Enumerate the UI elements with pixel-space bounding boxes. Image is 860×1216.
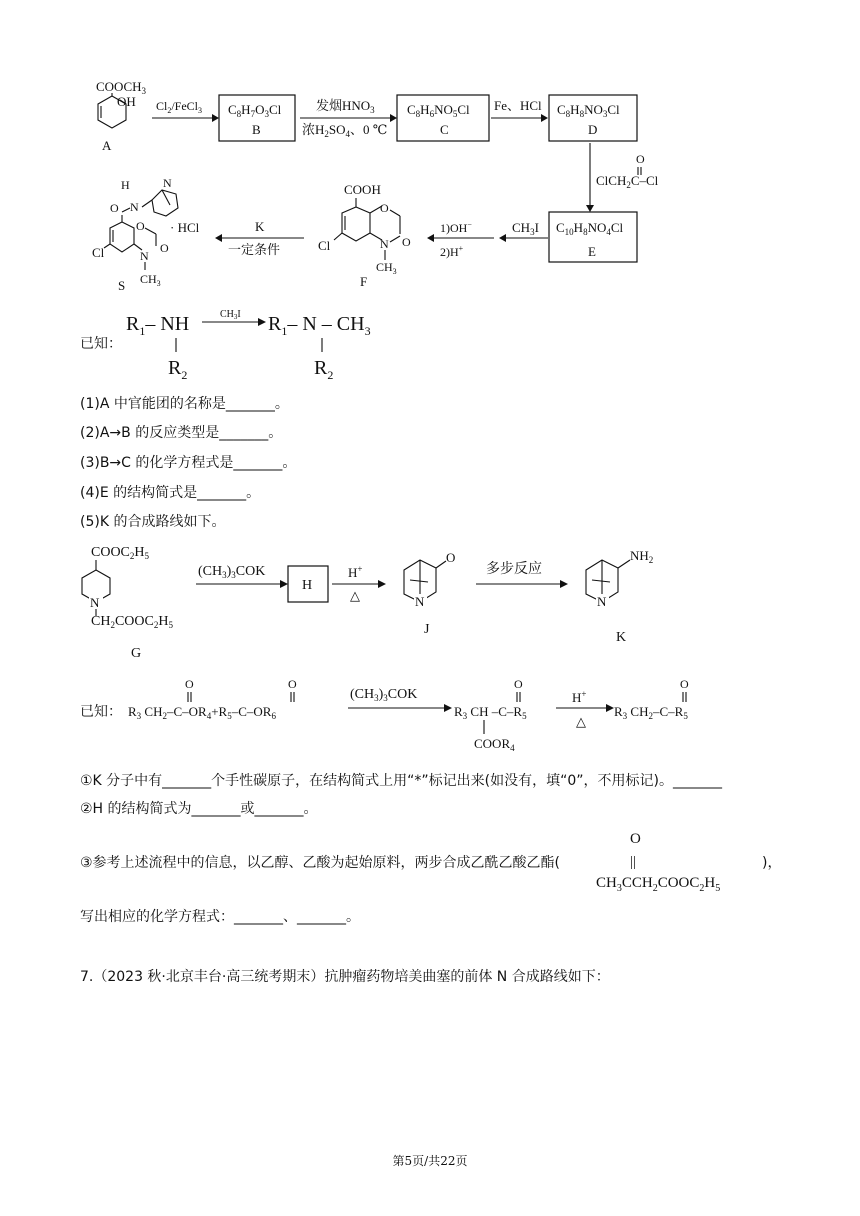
f-ring-ch2 — [390, 210, 400, 216]
known2-arrow2-head — [606, 704, 614, 712]
arrow-e-f1-head — [499, 234, 506, 242]
arrow-e-f2-head — [427, 234, 434, 242]
s-o-ring: O — [136, 219, 145, 233]
known2-prefix: 已知： — [80, 705, 122, 720]
g-bottom: $CH_2COOC_2H_5$ — [91, 614, 173, 630]
known-reaction-2 — [80, 677, 689, 753]
arrow-j-k-head — [560, 580, 568, 588]
known2-o2: O — [288, 677, 297, 691]
arrow-c-d-head — [541, 114, 548, 122]
known1-arrow-head — [258, 318, 266, 326]
question-2: (2)A→B 的反应类型是_______。 — [80, 425, 283, 441]
reagent-h: 2)H+ — [440, 244, 464, 259]
q3-dbl: || — [630, 854, 637, 870]
f-carbonyl-o: O — [402, 235, 411, 249]
known1-r2b: $R_2$ — [314, 357, 334, 382]
reagent-f-s-top: K — [255, 219, 265, 234]
question-4: (4)E 的结构简式是_______。 — [80, 485, 261, 501]
reagent-d-e: ClCH$_2$C–Cl — [596, 173, 659, 190]
subquestion-3c: 写出相应的化学方程式：_______、_______。 — [80, 909, 360, 925]
j-bridge2 — [410, 580, 428, 582]
question-5: (5)K 的合成路线如下。 — [80, 514, 226, 530]
known2-reagent: $(CH_3)_3COK$ — [350, 687, 418, 703]
reagent-b-c-bottom: 浓$H_2SO_4$、0 ℃ — [302, 122, 388, 139]
g-top: $COOC_2H_5$ — [91, 545, 150, 561]
g-n: N — [90, 595, 100, 610]
s-bond-cl — [104, 244, 110, 248]
k-n: N — [597, 594, 607, 609]
known1-reactant: $R_1-$ NH — [126, 313, 190, 338]
a-label: A — [102, 138, 112, 153]
s-label: S — [118, 278, 126, 293]
next-question: 7.（2023 秋·北京丰台·高三统考期末）抗肿瘤药物培美曲塞的前体 N 合成路线如下： — [80, 969, 610, 985]
s-c-n — [122, 208, 130, 212]
a-oh: OH — [117, 94, 136, 109]
j-co — [436, 561, 446, 568]
f-bond-cl — [334, 233, 342, 240]
reagent-h-j-bottom: △ — [350, 588, 360, 603]
f-n: N — [380, 237, 389, 251]
f-ch3: $CH_3$ — [376, 260, 397, 276]
known2-sub: $COOR_4$ — [474, 736, 515, 753]
f-o-ring: O — [380, 201, 389, 215]
s-amide-o: O — [110, 201, 119, 215]
compound-g — [82, 545, 173, 661]
known2-o1: O — [185, 677, 194, 691]
known2-right: $R_3$ $CH_2-C-R_5$ — [614, 704, 688, 721]
arrow-b-c-head — [390, 114, 397, 122]
arrow-d-e-head — [586, 205, 594, 212]
arrow-h-j-head — [378, 580, 386, 588]
reagent-g-h: $(CH_3)_3COK$ — [198, 564, 266, 580]
compound-f — [318, 182, 411, 289]
formula-e: $C_{10}H_8NO_4Cl$ — [556, 220, 624, 237]
f-n-c — [390, 236, 400, 242]
reagent-h-j-top: H+ — [348, 564, 363, 580]
reagent-c-d: Fe、HCl — [494, 98, 542, 113]
known2-o3: O — [514, 677, 523, 691]
j-o: O — [446, 550, 456, 565]
label-c: C — [440, 122, 449, 137]
s-amide-n: N — [130, 200, 139, 214]
subquestion-2: ②H 的结构简式为_______或_______。 — [80, 801, 318, 817]
s-cage-n: N — [163, 176, 172, 190]
arrow-g-h-head — [280, 580, 288, 588]
subquestion-1: ①K 分子中有_______个手性碳原子，在结构简式上用“*”标记出来(如没有，填“0”，不用标记)。_______ — [80, 773, 723, 789]
known1-r2: $R_2$ — [168, 357, 188, 382]
arrow-a-b-head — [212, 114, 219, 122]
q3-structure — [596, 831, 720, 894]
known2-left: $R_3$ $CH_2-C-OR_4+R_5-C-OR_6$ — [128, 704, 276, 721]
s-benzene — [110, 222, 134, 252]
j-n: N — [415, 594, 425, 609]
s-ring-ch2 — [145, 228, 156, 234]
reagent-oh: 1)OH− — [440, 220, 472, 235]
k-bridge2 — [592, 580, 610, 582]
known-reaction-1 — [80, 309, 371, 382]
reagent-b-c-top: 发烟$HNO_3$ — [316, 98, 375, 115]
f-label: F — [360, 274, 368, 289]
a-cooch3: $COOCH_3$ — [96, 79, 147, 96]
j-label: J — [424, 622, 430, 637]
known2-arrow2-top: H+ — [572, 689, 587, 705]
reagent-a-b: $Cl_2/FeCl_3$ — [156, 99, 203, 115]
k-c-nh2 — [618, 560, 630, 568]
subquestion-3a: ③参考上述流程中的信息，以乙醇、乙酸为起始原料，两步合成乙酰乙酸乙酯( — [80, 855, 561, 871]
g-label: G — [131, 646, 142, 661]
arrow-f-s-head — [215, 234, 222, 242]
reagent-f-s-bottom: 一定条件 — [228, 242, 281, 257]
f-benzene — [342, 207, 370, 241]
s-hcl: · HCl — [170, 220, 200, 235]
s-cage — [152, 190, 178, 216]
question-3: (3)B→C 的化学方程式是_______。 — [80, 455, 297, 471]
reagent-j-k: 多步反应 — [486, 562, 542, 577]
known1-prefix: 已知： — [80, 337, 122, 352]
k-nh2: $NH_2$ — [630, 548, 654, 565]
label-e: E — [588, 244, 596, 259]
page-footer: 第5页/共22页 — [392, 1154, 468, 1168]
compound-j — [404, 550, 455, 637]
question-1: (1)A 中官能团的名称是_______。 — [80, 396, 289, 412]
s-cl: Cl — [92, 245, 105, 260]
known2-arrow2-bottom: △ — [576, 714, 586, 729]
label-h: H — [302, 578, 313, 593]
subquestion-3b: )， — [762, 855, 782, 871]
reagent-e-f1: $CH_3I$ — [512, 220, 539, 237]
formula-c: $C_8H_6NO_5Cl$ — [407, 102, 470, 119]
compound-a — [96, 79, 147, 153]
f-cl: Cl — [318, 238, 331, 253]
compound-s — [92, 176, 200, 293]
reagent-d-e-o: O — [636, 152, 645, 166]
s-ch3: $CH_3$ — [140, 272, 161, 288]
s-n: N — [140, 249, 149, 263]
compound-k — [586, 548, 653, 645]
formula-d: $C_8H_8NO_3Cl$ — [557, 102, 620, 119]
known2-arrow1-head — [444, 704, 452, 712]
q3-formula: $CH_3CCH_2COOC_2H_5$ — [596, 875, 721, 894]
label-b: B — [252, 122, 261, 137]
label-d: D — [588, 122, 598, 137]
k-label: K — [616, 630, 627, 645]
known1-product: $R_1-$ N – $CH_3$ — [268, 313, 371, 338]
q3-o: O — [630, 831, 641, 847]
f-cooh: COOH — [344, 182, 381, 197]
known2-middle: $R_3$ CH $-C-R_5$ — [454, 704, 527, 721]
s-carbonyl-o: O — [160, 241, 169, 255]
known1-reagent: $CH_3I$ — [220, 309, 241, 321]
formula-b: $C_8H_7O_3Cl$ — [228, 102, 282, 119]
s-n-cage — [142, 200, 152, 207]
s-h: H — [121, 178, 130, 192]
known2-o4: O — [680, 677, 689, 691]
